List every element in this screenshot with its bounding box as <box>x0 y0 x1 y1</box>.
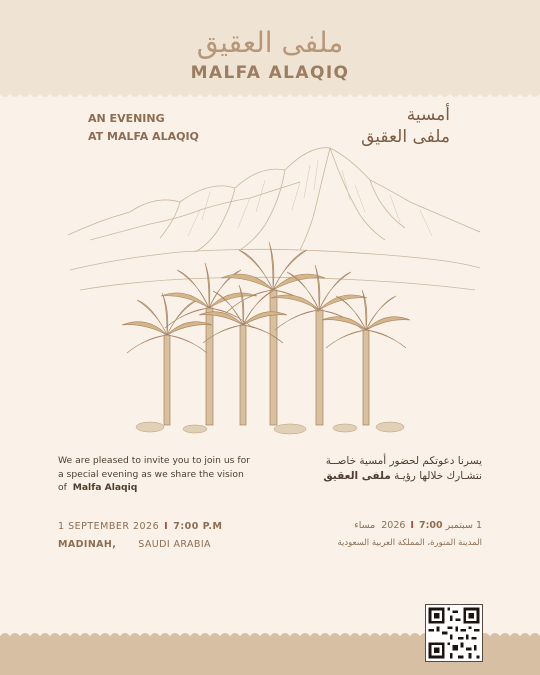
date-time-separator-arabic: I <box>410 520 414 531</box>
date-arabic: 1 سبتمبر 2026 <box>381 520 482 531</box>
heading-english-line1: AN EVENING <box>88 112 165 125</box>
date-english: 1 SEPTEMBER 2026 <box>58 521 160 532</box>
brand-name-english: MALFA ALAQIQ <box>190 63 350 83</box>
evening-arabic: مساء <box>354 520 376 531</box>
invitation-body-english: We are pleased to invite you to join us for a special evening as we share the vision of <box>58 455 251 493</box>
invitation-text-arabic <box>252 454 482 484</box>
event-location-arabic: المدينة المنورة، المملكة العربية السعودية <box>337 538 482 548</box>
invitation-brand-arabic: ملفى العقيق <box>323 470 391 482</box>
invitation-brand-english: Malfa Alaqiq <box>72 482 138 493</box>
invitation-text-english <box>58 454 258 495</box>
event-date-arabic <box>354 520 482 531</box>
mountains-palms-illustration <box>60 140 485 440</box>
invitation-arabic-line1: يسرنا دعوتكم لحضور أمسية خاصــة <box>325 455 482 467</box>
time-arabic: 7:00 <box>418 520 443 531</box>
country-english: SAUDI ARABIA <box>138 539 211 550</box>
invitation-arabic-line2 <box>252 469 482 484</box>
event-date-english <box>58 521 222 532</box>
brand-name-arabic: ملفى العقيق <box>196 26 344 59</box>
heading-arabic-line2: ملفى العقيق <box>361 127 450 147</box>
time-english: 7:00 P.M <box>173 521 223 532</box>
qr-code-icon[interactable] <box>425 604 483 662</box>
invitation-arabic-line2-prefix: نتشـارك خلالها رؤيـة <box>394 470 482 482</box>
event-location-english <box>58 539 211 550</box>
date-time-separator: I <box>164 521 169 532</box>
header-scallop-edge <box>0 92 540 102</box>
city-english: MADINAH, <box>58 539 117 550</box>
heading-arabic-line1: أمسية <box>406 105 450 125</box>
heading-english-line2: AT MALFA ALAQIQ <box>88 130 199 143</box>
